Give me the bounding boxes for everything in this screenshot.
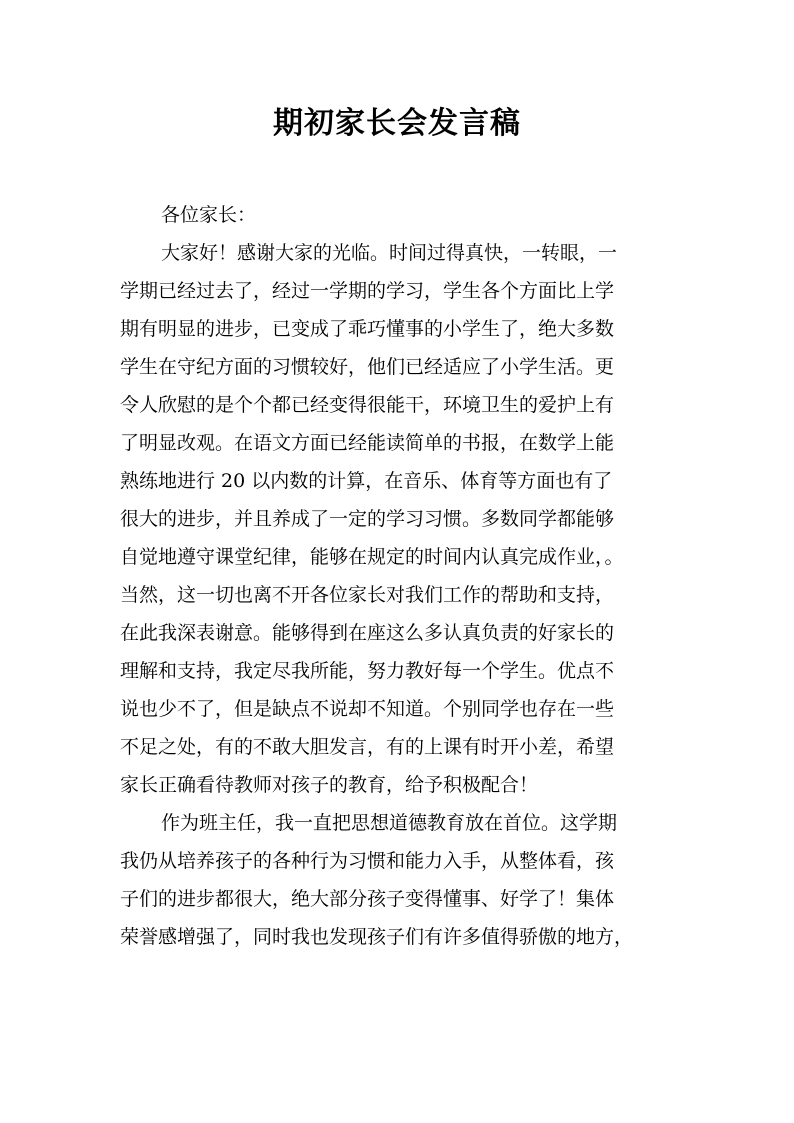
paragraph-2-line: 作为班主任，我一直把思想道德教育放在首位。这学期 [161, 812, 618, 834]
document-title: 期初家长会发言稿 [273, 106, 521, 141]
paragraph-1-line: 了明显改观。在语文方面已经能读简单的书报，在数学上能 [120, 432, 615, 454]
paragraph-1-line: 不足之处，有的不敢大胆发言，有的上课有时开小差，希望 [120, 736, 615, 758]
paragraph-2-line: 子们的进步都很大，绝大部分孩子变得懂事、好学了！集体 [120, 888, 615, 910]
paragraph-1-line: 当然，这一切也离不开各位家长对我们工作的帮助和支持， [120, 584, 615, 606]
paragraph-1-line: 理解和支持，我定尽我所能，努力教好每一个学生。优点不 [120, 660, 615, 682]
paragraph-1-line: 学期已经过去了，经过一学期的学习，学生各个方面比上学 [120, 280, 615, 302]
paragraph-1-line: 大家好！感谢大家的光临。时间过得真快，一转眼，一 [161, 242, 618, 264]
paragraph-2-line: 荣誉感增强了，同时我也发现孩子们有许多值得骄傲的地方， [120, 926, 634, 948]
salutation-line: 各位家长： [161, 204, 257, 226]
paragraph-1-line: 在此我深表谢意。能够得到在座这么多认真负责的好家长的 [120, 622, 615, 644]
document-body [120, 196, 680, 956]
paragraph-1-line: 很大的进步，并且养成了一定的学习习惯。多数同学都能够 [120, 508, 615, 530]
paragraph-2-line: 我仍从培养孩子的各种行为习惯和能力入手，从整体看，孩 [120, 850, 615, 872]
paragraph-1-line: 说也少不了，但是缺点不说却不知道。个别同学也存在一些 [120, 698, 615, 720]
paragraph-1-line: 家长正确看待教师对孩子的教育，给予积极配合！ [120, 774, 539, 796]
paragraph-1-line: 熟练地进行 20 以内数的计算，在音乐、体育等方面也有了 [120, 470, 613, 492]
paragraph-1-line: 学生在守纪方面的习惯较好，他们已经适应了小学生活。更 [120, 356, 615, 378]
paragraph-1-line: 期有明显的进步，已变成了乖巧懂事的小学生了，绝大多数 [120, 318, 615, 340]
paragraph-1-line: 自觉地遵守课堂纪律，能够在规定的时间内认真完成作业，。 [120, 546, 624, 568]
paragraph-1-line: 令人欣慰的是个个都已经变得很能干，环境卫生的爱护上有 [120, 394, 615, 416]
